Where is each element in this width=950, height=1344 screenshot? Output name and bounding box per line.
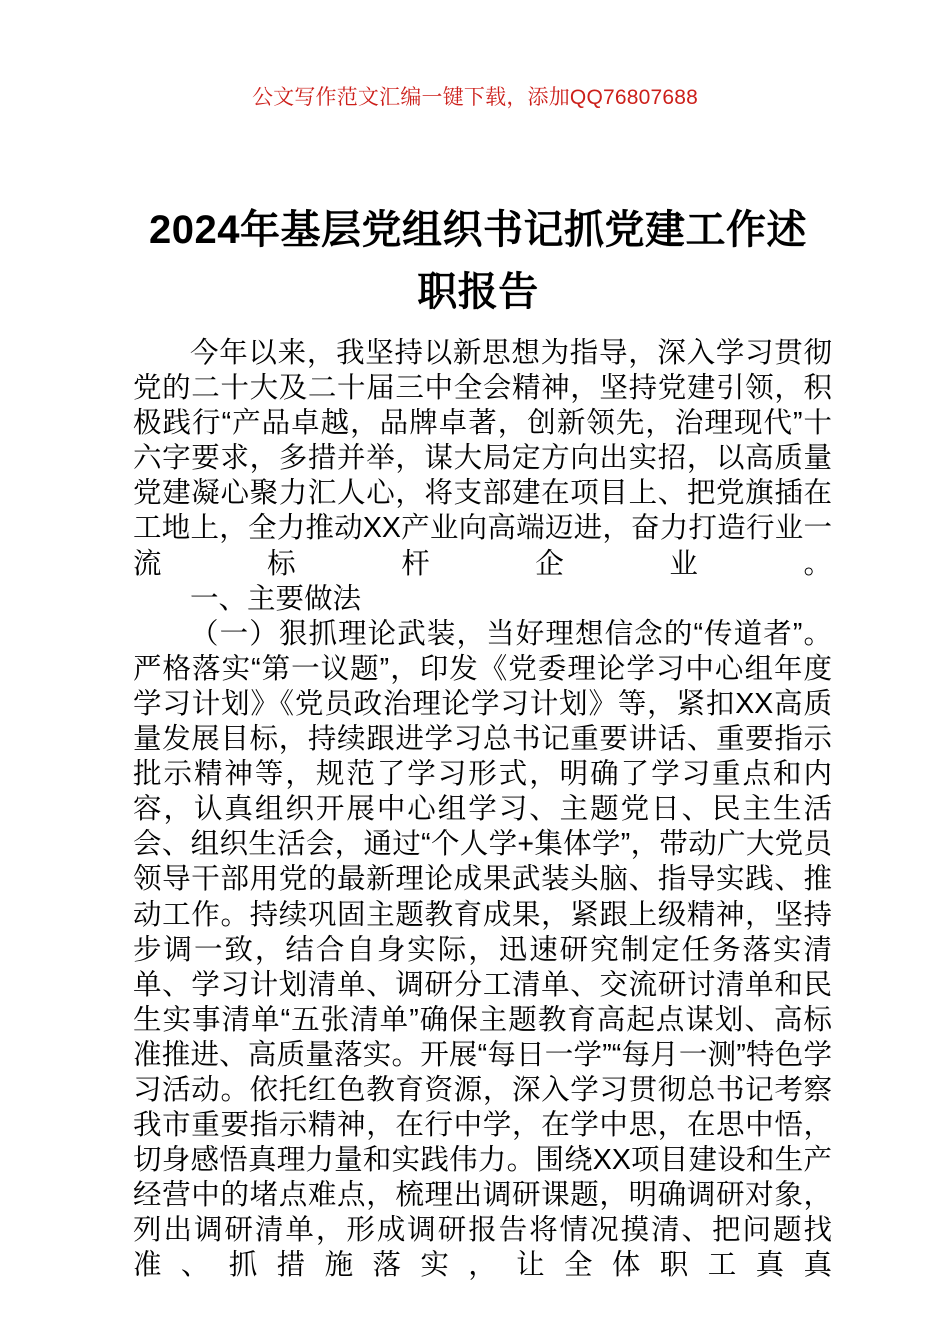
section-heading-main-practices: 一、主要做法	[190, 582, 362, 615]
promo-banner-text: 公文写作范文汇编一键下载，添加QQ76807688	[251, 86, 699, 109]
paragraph-subsection-theory: （一）狠抓理论武装，当好理想信念的“传道者”。严格落实“第一议题”，印发《党委理论学习中心组年度学习计划》《党员政治理论学习计划》等，紧扣XX高质量发展目标，持续跟进学习总书记重要讲话、重要指示批示精神等，规范了学习形式，明确了学习重点和内容，认真组织开展中心组学习、主题党日、民主生活会、组织生活会，通过“个人学+集体学”，带动广大党员领导干部用党的最新理论成果武装头脑、指导实践、推动工作。持续巩固主题教育成果，紧跟上级精神，坚持步调一致，结合自身实际，迅速研究制定任务落实清单、学习计划清单、调研分工清单、交流研讨清单和民生实事清单“五张清单”确保主题教育高起点谋划、高标准推进、高质量落实。开展“每日一学”“每月一测”特色学习活动。依托红色教育资源，深入学习贯彻总书记考察我市重要指示精神，在行中学，在学中思，在思中悟，切身感悟真理力量和实践伟力。围绕XX项目建设和生产经营中的堵点难点，梳理出调研课题，明确调研对象，列出调研清单，形成调研报告将情况摸清、把问题找准、抓措施落实，让全体职工真真	[133, 617, 832, 1282]
document-title: 2024年基层党组织书记抓党建工作述职报告	[149, 207, 807, 314]
document-body	[133, 336, 832, 1284]
paragraph-intro: 今年以来，我坚持以新思想为指导，深入学习贯彻党的二十大及二十届三中全会精神，坚持党建引领，积极践行“产品卓越，品牌卓著，创新领先，治理现代”十六字要求，多措并举，谋大局定方向出实招，以高质量党建凝心聚力汇人心，将支部建在项目上、把党旗插在工地上，全力推动XX产业向高端迈进，奋力打造行业一流标杆企业。	[133, 337, 832, 580]
